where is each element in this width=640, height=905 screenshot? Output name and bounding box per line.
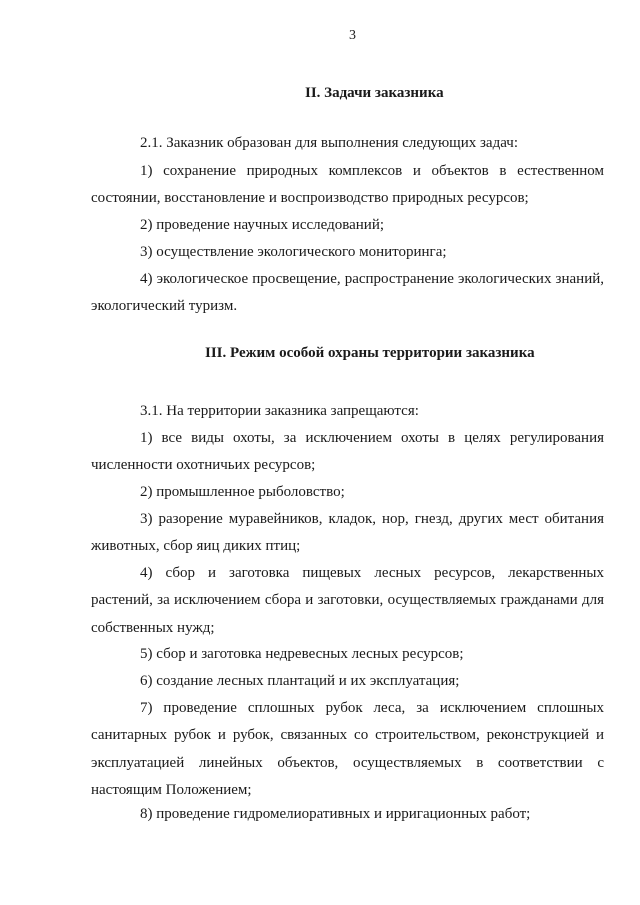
section-2-item: 4) экологическое просвещение, распространение экологических знаний, экологический туризм. [91,271,604,315]
section-3-item: 8) проведение гидромелиоративных и ирригационных работ; [140,806,531,822]
section-2-item: 3) осуществление экологического мониторинга; [140,244,447,260]
page-number: 3 [349,28,356,43]
section-3-item: 1) все виды охоты, за исключением охоты в целях регулирования численности охотничьих ресурсов; [91,430,604,474]
section-3-item: 5) сбор и заготовка недревесных лесных ресурсов; [140,646,464,662]
section-3-item: 4) сбор и заготовка пищевых лесных ресурсов, лекарственных растений, за исключением сбора и заготовки, осуществляемых гражданами для собственных нужд; [91,565,604,636]
section-3-intro: 3.1. На территории заказника запрещаются: [140,403,419,419]
section-3-item: 7) проведение сплошных рубок леса, за исключением сплошных санитарных рубок и рубок, связанных со строительством, реконструкцией и эксплуатацией линейных объектов, осуществляемых в соответствии с настоящим Положением; [91,700,604,799]
section-2-intro: 2.1. Заказник образован для выполнения следующих задач: [140,135,518,151]
section-3-item: 3) разорение муравейников, кладок, нор, гнезд, других мест обитания животных, сбор яиц диких птиц; [91,511,604,555]
section-3-item: 6) создание лесных плантаций и их эксплуатация; [140,673,460,689]
section-3-item: 2) промышленное рыболовство; [140,484,345,500]
section-3-heading: III. Режим особой охраны территории заказника [205,345,535,361]
section-2-heading: II. Задачи заказника [305,85,444,101]
section-2-item: 2) проведение научных исследований; [140,217,385,233]
section-2-item: 1) сохранение природных комплексов и объектов в естественном состоянии, восстановление и воспроизводство природных ресурсов; [91,163,604,207]
